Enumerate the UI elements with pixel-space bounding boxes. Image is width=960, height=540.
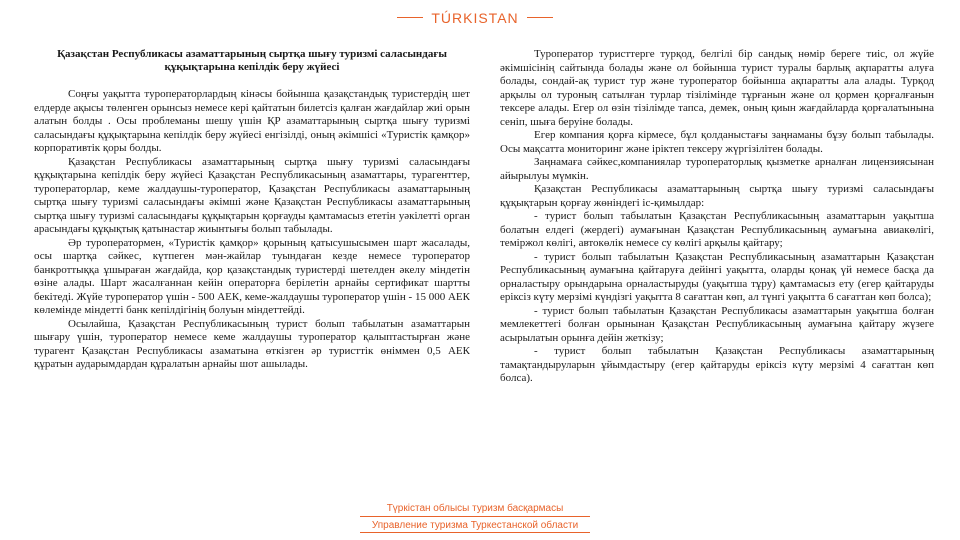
right-paragraph-1: Туроператор туристтерге турқод, белгілі бір сандық нөмір береге тиіс, ол жүйе әкімшісінің сайтында болады және ол бойынша турист туралы барлық ақпаратты алуға болады, сондай-ақ турист тур және туроператор бойынша ақпаратты ала алады. Турқод арқылы ол туроның сатылған турлар тізілімінде тұрғанын және ол қормен қорғалғанын тексере алады. Егер ол өзін тізілімде тапса, демек, оның қиын жағдайларда қорғалатынына сеніп, шыға беруіне болады.: [500, 48, 934, 128]
right-column: [500, 48, 934, 386]
turkistan-logo: TÚRKISTAN: [423, 10, 527, 26]
left-paragraph-3: Әр туроператормен, «Туристік қамқор» қорының қатысушысымен шарт жасалады, осы шартқа сәйкес, күтпеген мән-жайлар туындаған кезде немесе туроператор банкроттыққа ұшыраған жағдайда, қор қазақстандық туристерді шетелден әкелу міндетін өзіне алады. Шарт жасалғаннан кейін операторға берілетін арнайы сертификат шартты бекітеді. Жүйе туроператор үшін - 500 АЕК, кеме-жалдаушы туроператор үшін - 15 000 АЕК көлемінде міндетті банк кепілдігінің болуын міндеттейді.: [34, 236, 470, 316]
right-paragraph-4: Қазақстан Республикасы азаматтарының сыртқа шығу туризмі саласындағы құқықтарын қорғау жөніндегі іс-қимылдар:: [500, 183, 934, 209]
left-paragraph-2: Қазақстан Республикасы азаматтарының сыртқа шығу туризмі саласындағы құқықтарына кепілдік беру жүйесі Қазақстан Республикасының азаматтары, турагенттер, туроператорлар, кеме жалдаушы-туроператор, Қазақстан Республикасы азаматтарының сыртқа шығу туризмі саласындағы әкімші және Қазақстан Республикасы азаматтарының сыртқа шығу туризмі саласындағы құқықтарын қорғауды қамтамасыз ететін уәкілетті орган арасындағы құқықтық қатынастар жиынтығы болып табылады.: [34, 155, 470, 235]
footer-rule-2: [360, 532, 590, 533]
right-list-item-4: - турист болып табылатын Қазақстан Республикасы азаматтарының тамақтандыруларын ұйымдастыру (егер қайтаруды еріксіз күту мерзімі 4 сағаттан көп болса).: [500, 345, 934, 384]
left-paragraph-1: Соңғы уақытта туроператорлардың кінәсы бойынша қазақстандық туристердің шет елдерде ақысы төленген орынсыз немесе кері қайтатын билетсіз қалған жағдайлар жиі орын алатын болды . Осы проблеманы шешу үшін ҚР азаматтарының сыртқа шығу туризмі саласындағы құқықтарына кепілдік беру жүйесі енгізілді, оның әкімшісі «Туристік қамқор» корпоративтік қоры болды.: [34, 88, 470, 154]
right-paragraph-2: Егер компания қорға кірмесе, бұл қолданыстағы заңнаманы бұзу болып табылады. Осы мақсатта мониторинг және іріктеп тексеру жүргізілітен болады.: [500, 129, 934, 155]
left-paragraph-4: Осылайша, Қазақстан Республикасының турист болып табылатын азаматтарын шығару үшін, туроператор немесе кеме жалдаушы туроператор қалыптастырған және турагент Қазақстан Республикасы азаматына өткізген әр туристтік өніммен 0,5 АЕК құратын аударымдардан құралатын арнайы шот ашылады.: [34, 317, 470, 370]
right-list-item-2: - турист болып табылатын Қазақстан Республикасының азаматтарын Қазақстан Республикасының аумағына қайтаруға дейінгі уақытта, оларды қонақ үй немесе басқа да орналастыру орындарына орналастыруды (уақытша тұру) қамтамасыз ету (егер қайтаруды еріксіз күту мерзімі күндізгі уақытта 8 сағаттан көп, ал түнгі уақытта 6 сағаттан көп болса);: [500, 250, 934, 303]
left-column: [34, 48, 470, 372]
right-paragraph-3: Заңнамаға сәйкес,компаниялар туроператорлық қызметке арналған лицензиясынан айырылуы мүмкін.: [500, 156, 934, 182]
right-list-item-3: - турист болып табылатын Қазақстан Республикасы азаматтарын уақытша болған мемлекеттегі болған орынынан Қазақстан Республикасының аумағына қайтару жүзеге асырылатын орынға дейін жеткізу;: [500, 304, 934, 344]
right-list-item-1: - турист болып табылатын Қазақстан Республикасының азаматтарын уақытша болатын елдегі (жердегі) аумағынан Қазақстан Республикасының аумағына авиакөлігі, теміржол көлігі, автокөлік немесе су көлігі арқылы қайтару;: [500, 210, 934, 249]
footer-organization-kz: Түркістан облысы туризм басқармасы: [386, 503, 564, 514]
footer-rule-1: [360, 516, 590, 517]
document-title: Қазақстан Республикасы азаматтарының сыртқа шығу туризмі саласындағы құқықтарына кепілдік беру жүйесі: [57, 48, 447, 73]
footer-organization-ru: Управление туризма Туркестанской области: [371, 520, 579, 531]
